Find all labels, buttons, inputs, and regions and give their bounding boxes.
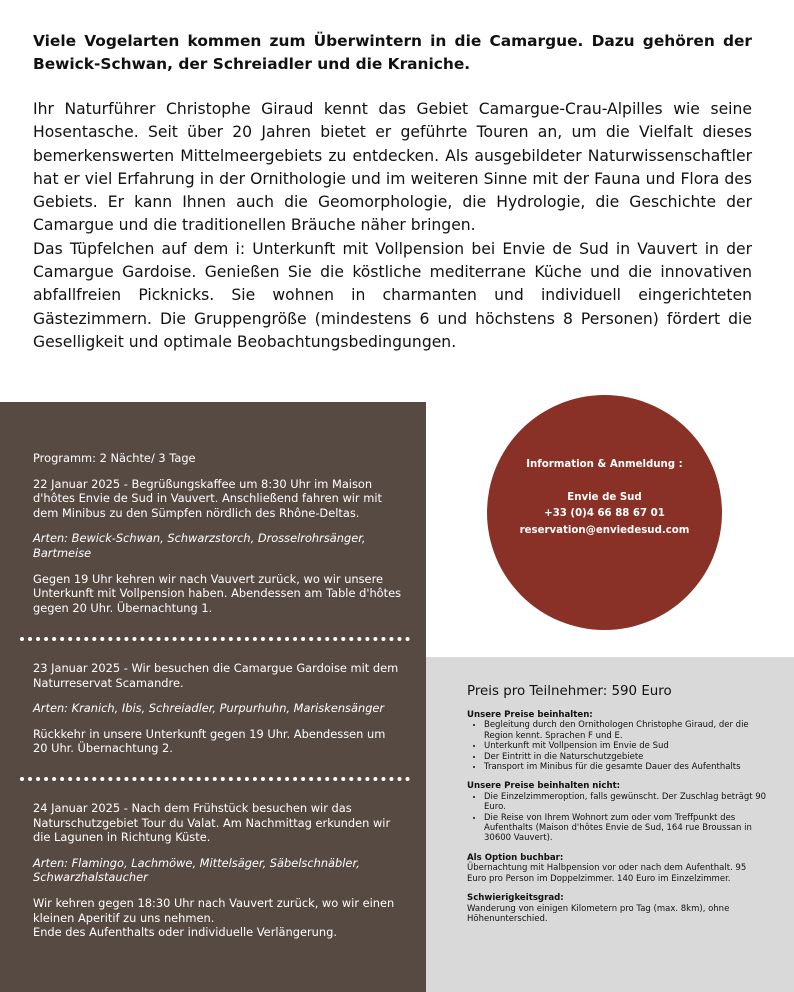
day2-evening: Rückkehr in unsere Unterkunft gegen 19 Uhr. Abendessen um 20 Uhr. Übernachtung 2. xyxy=(33,726,386,756)
program-day1-section xyxy=(33,451,403,626)
day2-species: Arten: Kranich, Ibis, Schreiadler, Purpurhuhn, Mariskensänger xyxy=(33,701,385,716)
list-item: • Transport im Minibus für die gesamte Dauer des Aufenthalts xyxy=(484,762,767,772)
difficulty-text: Wanderung von einigen Kilometern pro Tag (max. 8km), ohne Höhenunterschied. xyxy=(467,903,730,924)
day3-evening: Wir kehren gegen 18:30 Uhr nach Vauvert zurück, wo wir einen kleinen Aperitif zu uns nehmen. xyxy=(33,895,395,925)
day1-text: 22 Januar 2025 - Begrüßungskaffee um 8:30 Uhr im Maison d'hôtes Envie de Sud in Vauvert. Anschließend fahren wir mit dem Minibus zu den Sümpfen nördlich des Rhône-Deltas. xyxy=(33,476,382,520)
program-panel xyxy=(0,402,426,992)
excluded-heading: Unsere Preise beinhalten nicht: xyxy=(467,781,621,792)
intro-lead: Viele Vogelarten kommen zum Überwintern in die Camargue. Dazu gehören der Bewick-Schwan, der Schreiadler und die Kraniche. xyxy=(33,32,752,73)
contact-email[interactable]: reservation@enviedesud.com xyxy=(519,524,690,536)
contact-phone[interactable]: +33 (0)4 66 88 67 01 xyxy=(544,508,665,520)
difficulty-heading: Schwierigkeitsgrad: xyxy=(467,893,564,904)
day1-evening: Gegen 19 Uhr kehren wir nach Vauvert zurück, wo wir unsere Unterkunft mit Vollpension haben. Abendessen am Table d'hôtes gegen 20 Uhr. Übernachtung 1. xyxy=(33,571,402,615)
day3-end: Ende des Aufenthalts oder individuelle Verlängerung. xyxy=(33,925,337,940)
contact-circle xyxy=(487,395,722,630)
section-divider xyxy=(20,637,410,641)
included-heading: Unsere Preise beinhalten: xyxy=(467,710,593,720)
option-heading: Als Option buchbar: xyxy=(467,852,564,863)
list-item: • Die Einzelzimmeroption, falls gewünscht. Der Zuschlag beträgt 90 Euro. xyxy=(484,792,767,813)
day1-species: Arten: Bewick-Schwan, Schwarzstorch, Drosselrohrsänger, Bartmeise xyxy=(33,531,366,560)
list-item: • Unterkunft mit Vollpension im Envie de Sud xyxy=(484,741,767,751)
pricing-details xyxy=(467,710,767,933)
option-text: Übernachtung mit Halbpension vor oder nach dem Aufenthalt. 95 Euro pro Person im Doppelzimmer. 140 Euro im Einzelzimmer. xyxy=(467,863,747,884)
program-title: Programm: 2 Nächte/ 3 Tage xyxy=(33,451,196,465)
contact-heading: Information & Anmeldung : xyxy=(526,459,683,470)
price-title: Preis pro Teilnehmer: 590 Euro xyxy=(467,684,672,699)
section-divider xyxy=(20,777,410,781)
day2-text: 23 Januar 2025 - Wir besuchen die Camargue Gardoise mit dem Naturreservat Scamandre. xyxy=(33,661,399,690)
list-item: • Der Eintritt in die Naturschutzgebiete xyxy=(484,752,767,762)
day3-species: Arten: Flamingo, Lachmöwe, Mittelsäger, Säbelschnäbler, Schwarzhalstaucher xyxy=(33,855,360,885)
list-item: • Begleitung durch den Ornithologen Christophe Giraud, der die Region kennt. Sprachen F und E. xyxy=(484,720,767,741)
list-item: • Die Reise von Ihrem Wohnort zum oder vom Treffpunkt des Aufenthalts (Maison d'hôtes Envie de Sud, 164 rue Broussan in 30600 Vauvert). xyxy=(484,813,767,844)
included-list xyxy=(467,720,767,772)
excluded-list xyxy=(467,792,767,844)
intro xyxy=(33,30,752,354)
intro-guide-paragraph: Ihr Naturführer Christophe Giraud kennt das Gebiet Camargue-Crau-Alpilles wie seine Hosentasche. Seit über 20 Jahren bietet er geführte Touren an, um die Vielfalt dieses bemerkenswerten Mittelmeergebiets zu entdecken. Als ausgebildeter Naturwissenschaftler hat er viel Erfahrung in der Ornithologie und im weiteren Sinne mit der Fauna und Flora des Gebiets. Er kann Ihnen auch die Geomorphologie, die Hydrologie, die Geschichte der Camargue und die traditionellen Bräuche näher bringen. xyxy=(33,100,752,235)
program-day3-section xyxy=(33,801,403,951)
program-day2-section xyxy=(33,661,403,767)
intro-accommodation-paragraph: Das Tüpfelchen auf dem i: Unterkunft mit Vollpension bei Envie de Sud in Vauvert in der Camargue Gardoise. Genießen Sie die köstliche mediterrane Küche und die innovativen abfallfreien Picknicks. Sie wohnen in charmanten und individuell eingerichteten Gästezimmern. Die Gruppengröße (mindestens 6 und höchstens 8 Personen) fördert die Geselligkeit und optimale Beobachtungsbedingungen. xyxy=(33,239,752,351)
contact-name: Envie de Sud xyxy=(567,491,642,503)
day3-text: 24 Januar 2025 - Nach dem Frühstück besuchen wir das Naturschutzgebiet Tour du Valat. Am Nachmittag erkunden wir die Lagunen in Richtung Küste. xyxy=(33,801,391,845)
